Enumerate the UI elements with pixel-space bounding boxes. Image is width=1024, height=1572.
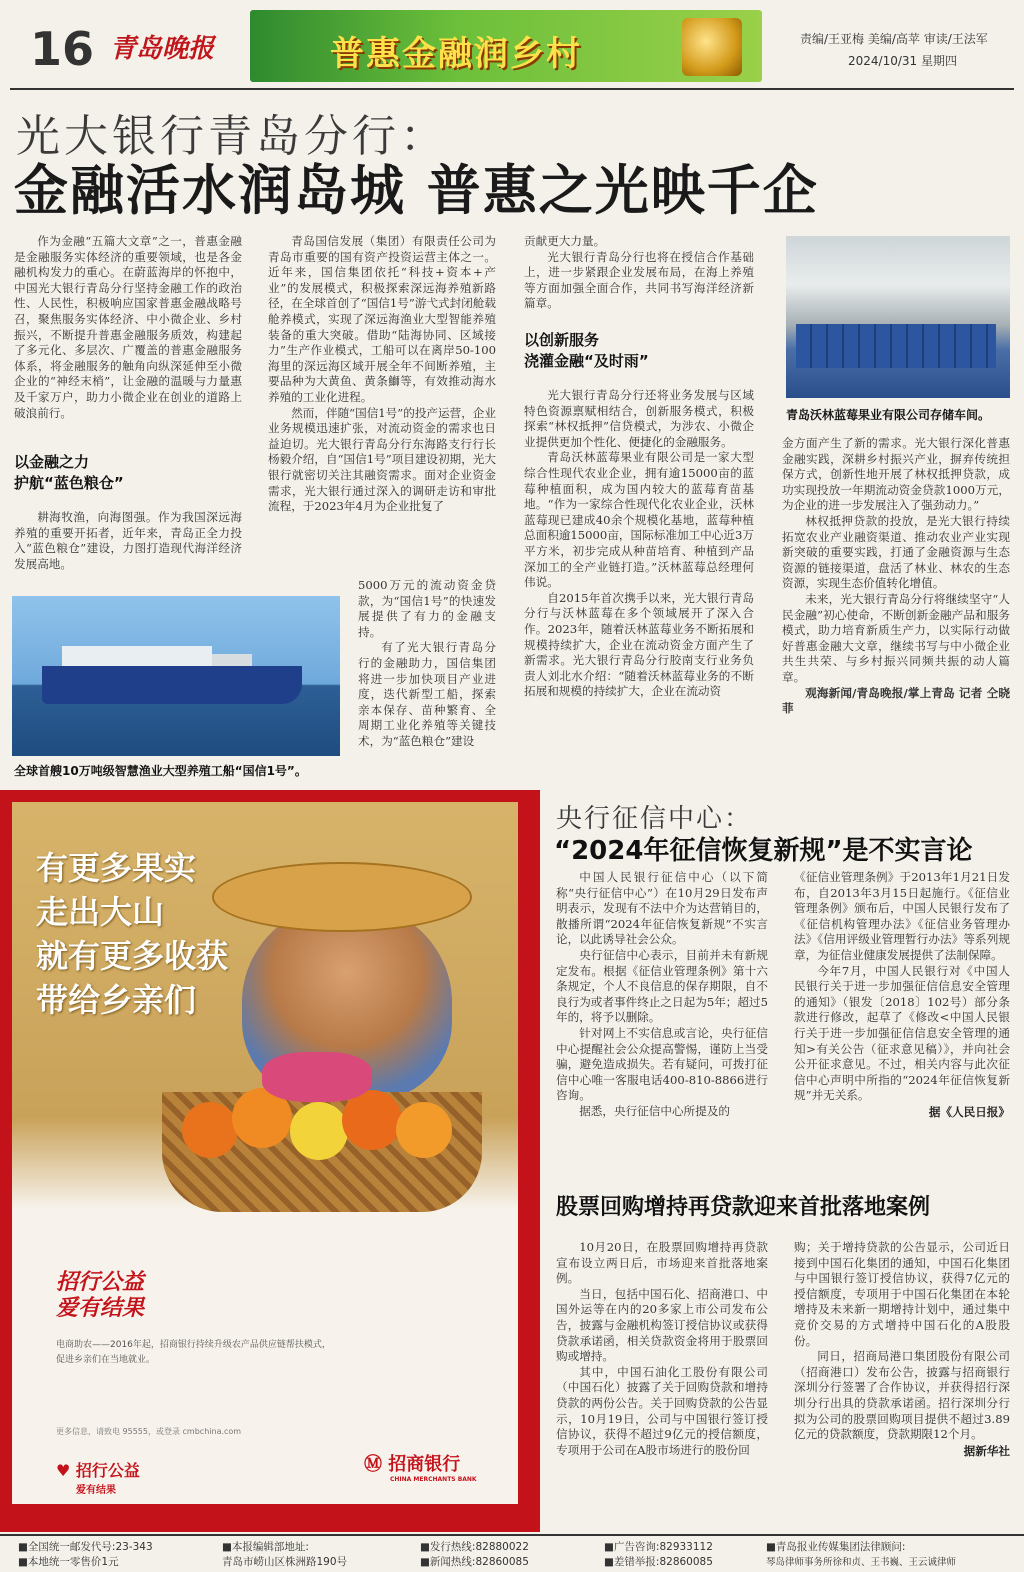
footer-hotlines xyxy=(420,1540,529,1570)
paragraph: 自2015年首次携手以来，光大银行青岛分行与沃林蓝莓在多个领域展开了深入合作。2023年，随着沃林蓝莓业务不断拓展和规模持续扩大，企业在流动资金方面产生了新需求。光大银行青岛分行胶南支行业务负责人刘北水介绍：“随着沃林蓝莓业务的不断拓展和规模的持续扩大，企业在流动资 xyxy=(524,590,754,699)
ship-photo xyxy=(12,596,340,756)
paragraph: 今年7月，中国人民银行对《中国人民银行关于进一步加强征信信息安全管理的通知》（银发〔2018〕102号）部分条款进行修改，起草了《修改<中国人民银行关于进一步加强征信信息安全管理的通知>有关公告（征求意见稿）》，并向社会公开征求意见。不过，相关内容与此次征信中心声明中所指的“2024年征信恢复新规”并无关系。 xyxy=(794,963,1010,1103)
paragraph: 中国人民银行征信中心（以下简称“央行征信中心”）在10月29日发布声明表示，发现有不法中介为达营销目的，散播所谓“2024年征信恢复新规”不实言论，以此诱导社会公众。 xyxy=(556,870,768,947)
ship-hull xyxy=(42,666,302,704)
footer-line: ■新闻热线:82860085 xyxy=(420,1556,529,1568)
ad-campaign-logo xyxy=(56,1270,144,1322)
footer-line: ■青岛报业传媒集团法律顾问: xyxy=(766,1541,906,1553)
ad-brand-left-text: 招行公益 xyxy=(75,1461,140,1480)
subhead-line: 以创新服务 xyxy=(524,331,600,349)
credits-date: 2024/10/31 星期四 xyxy=(848,54,957,68)
article1-column-2 xyxy=(268,234,496,515)
article1-column-3 xyxy=(524,234,754,312)
header-rule xyxy=(10,88,1014,90)
article2-column-2 xyxy=(794,870,1010,1120)
paragraph: 金方面产生了新的需求。光大银行深化普惠金融实践，深耕乡村振兴产业，摒弃传统担保方式，创新性地开展了林权抵押贷款，成功实现投放一年期流动资金贷款1000万元，为企业的进一步发展注入了强劲动力。” xyxy=(782,436,1010,513)
ad-slogan-line: 有更多果实 xyxy=(36,849,197,887)
paragraph: 有了光大银行青岛分行的金融助力，国信集团将进一步加快项目产业进度，迭代新型工船，探索亲本保存、苗种繁育、全周期工业化养殖等关键技术，为“蓝色粮仓”建设 xyxy=(358,640,496,748)
paragraph: 未来，光大银行青岛分行将继续坚守“人民金融”初心使命，不断创新金融产品和服务模式，助力培育新质生产力，以实际行动做好普惠金融大文章，继续书写与中小微企业共生共荣、与乡村振兴同频共振的动人篇章。 xyxy=(782,591,1010,684)
ad-slogan xyxy=(36,846,228,1022)
credits-editors: 责编/王亚梅 美编/高苹 审读/王法军 xyxy=(800,32,988,46)
footer-line: 青岛市崂山区株洲路190号 xyxy=(222,1556,348,1568)
paragraph: 然而，伴随“国信1号”的投产运营，企业业务规模迅速扩张，对流动资金的需求也日益迫切。光大银行青岛分行东海路支行行长杨毅介绍，自“国信1号”项目建设初期，光大银行就密切关注其融资需求。面对企业资金需求，光大银行通过深入的调研走访和审批流程，于2023年4月为企业批复了 xyxy=(268,405,496,514)
ad-body-text xyxy=(56,1338,436,1368)
paragraph: 青岛沃林蓝莓果业有限公司是一家大型综合性现代农业企业，拥有逾15000亩的蓝莓种植面积，成为国内较大的蓝莓育苗基地。“作为一家综合性现代化农业企业，沃林蓝莓现已建成40余个规模化基地，蓝莓种植总面积逾15000亩，国际标准加工中心近3万平方米，初步完成从种苗培育、种植到产品深加工的全产业链打造。”沃林蓝莓总经理何伟说。 xyxy=(524,450,754,590)
paragraph: 针对网上不实信息或言论，央行征信中心提醒社会公众提高警惕，谨防上当受骗，避免造成损失。若有疑问，可拨打征信中心唯一客服电话400-810-8866进行咨询。 xyxy=(556,1025,768,1103)
ad-brand-right-en: CHINA MERCHANTS BANK xyxy=(390,1476,477,1483)
article3-column-2 xyxy=(794,1240,1010,1459)
orange-fruit xyxy=(182,1102,238,1158)
ad-slogan-line: 就有更多收获 xyxy=(36,937,229,975)
ad-brand-right-text: 招商银行 xyxy=(388,1454,461,1475)
paragraph: 耕海牧渔，向海图强。作为我国深远海养殖的重要开拓者，近年来，青岛正全力投入“蓝色粮仓”建设，力图打造现代海洋经济发展高地。 xyxy=(14,510,242,571)
article1-column-2b xyxy=(358,578,496,750)
subhead-line: 以金融之力 xyxy=(14,453,90,471)
article1-column-1 xyxy=(14,234,242,421)
ad-contact: 更多信息，请致电 95555，或登录 cmbchina.com xyxy=(56,1427,242,1436)
straw-hat xyxy=(212,862,472,932)
subhead-line: 浇灌金融“及时雨” xyxy=(524,352,649,370)
paragraph: 《征信业管理条例》于2013年1月21日发布，自2013年3月15日起施行。《征信业管理条例》颁布后，中国人民银行发布了《征信机构管理办法》《征信业务管理办法》《信用评级业管理暂行办法》等系列规章，为征信业健康发展提供了法制保障。 xyxy=(794,870,1010,962)
ad-body-line: 电商助农——2016年起，招商银行持续升级农产品供应链帮扶模式， xyxy=(56,1340,331,1350)
paragraph: 据悉，央行征信中心所提及的 xyxy=(579,1103,730,1118)
paragraph: 光大银行青岛分行还将业务发展与区域特色资源禀赋相结合，创新服务模式，积极探索“林权抵押”信贷模式，为涉农、小微企业提供更加个性化、便捷化的金融服务。 xyxy=(524,388,754,449)
footer-line: ■广告咨询:82933112 xyxy=(604,1541,713,1553)
article1-column-3b xyxy=(524,388,754,700)
article3-source: 据新华社 xyxy=(963,1443,1010,1458)
section-banner xyxy=(250,10,762,82)
paragraph: 贡献更大力量。 xyxy=(524,234,606,248)
ship-photo-caption: 全球首艘10万吨级智慧渔业大型养殖工船“国信1号”。 xyxy=(14,764,307,778)
article3-headline: 股票回购增持再贷款迎来首批落地案例 xyxy=(556,1195,931,1220)
byline: 观海新闻/青岛晚报/掌上青岛 记者 仝晓菲 xyxy=(782,685,1010,716)
ad-brand-left xyxy=(56,1458,140,1496)
paragraph: 当日，包括中国石化、招商港口、中国外运等在内的20多家上市公司发布公告，披露与金融机构签订授信协议或获得贷款承诺函，相关贷款资金将用于股票回购或增持。 xyxy=(556,1286,768,1364)
ad-slogan-line: 走出大山 xyxy=(36,893,165,931)
ad-slogan-line: 带给乡亲们 xyxy=(36,981,197,1019)
footer-line: ■本报编辑部地址: xyxy=(222,1541,309,1553)
lemon-fruit xyxy=(290,1102,348,1160)
page-number: 16 xyxy=(30,22,95,76)
bank-logo-icon: Ⓜ xyxy=(364,1454,389,1475)
ship-superstructure xyxy=(62,646,212,668)
heart-icon: ♥ xyxy=(56,1461,76,1480)
footer-postal xyxy=(18,1540,153,1570)
paragraph: 5000万元的流动资金贷款，为“国信1号”的快速发展提供了有力的金融支持。 xyxy=(358,578,496,639)
paragraph: 光大银行青岛分行也将在授信合作基础上，进一步紧跟企业发展布局，在海上养殖等方面加强全面合作，共同书写海洋经济新篇章。 xyxy=(524,249,754,311)
footer-legal xyxy=(766,1540,1022,1570)
footer-address xyxy=(222,1540,347,1570)
advertisement[interactable] xyxy=(0,790,540,1532)
article1-subhead-1 xyxy=(14,452,244,494)
paragraph: 其中，中国石油化工股份有限公司（中国石化）披露了关于回购贷款和增持贷款的两份公告。关于回购贷款的公告显示，10月19日，公司与中国银行签订授信协议，获得不超过9亿元的授信额度，专项用于公司在A股市场进行的股份回 xyxy=(556,1364,768,1457)
paragraph: 青岛国信发展（集团）有限责任公司为青岛市重要的国有资产投资运营主体之一。近年来，国信集团依托“科技+资本+产业”的发展模式，积极探索深远海养殖新路径，在全球首创了“国信1号”游弋式封闭舱载舱养模式，实现了深远海渔业大型智能养殖装备的重大突破。借助“陆海协同、区域接力”生产作业模式，工船可以在离岸50-100海里的深远海区域开展全年不间断养殖，主要品种为大黄鱼、黄条鰤等，有效推动海水养殖的工业化进程。 xyxy=(268,234,496,404)
article2-column-1 xyxy=(556,870,768,1120)
footer-line: 琴岛律师事务所徐和贞、王书巍、王云诚律师 xyxy=(766,1557,957,1568)
article2-headline: “2024年征信恢复新规”是不实言论 xyxy=(554,836,973,866)
paragraph: 购；关于增持贷款的公告显示，公司近日接到中国石化集团的通知，中国石化集团与中国银行签订授信协议，获得7亿元的授信额度，专项用于中国石化集团在本轮增持及未来新一期增持计划中，通过集中竞价交易的方式增持中国石化的A股股份。 xyxy=(794,1240,1010,1348)
footer-line: ■本地统一零售价1元 xyxy=(18,1556,119,1568)
subhead-line: 护航“蓝色粮仓” xyxy=(14,474,124,492)
article2-source: 据《人民日报》 xyxy=(928,1104,1010,1119)
crate-stacks xyxy=(796,324,996,368)
banner-title: 普惠金融润乡村 xyxy=(330,34,582,74)
newspaper-name: 青岛晚报 xyxy=(110,34,215,64)
ad-brand-left-sub: 爱有结果 xyxy=(76,1485,116,1496)
footer-line: ■发行热线:82880022 xyxy=(420,1541,529,1553)
article1-subhead-2 xyxy=(524,330,756,372)
ad-brand-right xyxy=(364,1450,477,1483)
ad-body-line: 促进乡亲们在当地就业。 xyxy=(56,1355,156,1365)
footer-line: ■差错举报:82860085 xyxy=(604,1556,713,1568)
warehouse-photo xyxy=(786,236,1010,398)
paragraph: 央行征信中心表示，目前并未有新规定发布。根据《征信业管理条例》第十六条规定，个人不良信息的保存期限，自不良行为或者事件终止之日起为5年；超过5年的，将予以删除。 xyxy=(556,947,768,1025)
orange-fruit xyxy=(396,1102,452,1158)
article1-column-4 xyxy=(782,436,1010,717)
footer-ads xyxy=(604,1540,713,1570)
article2-kicker: 央行征信中心： xyxy=(556,804,753,834)
ad-logo-line: 爱有结果 xyxy=(56,1296,145,1321)
paragraph: 同日，招商局港口集团股份有限公司（招商港口）发布公告，披露与招商银行深圳分行签署了合作协议，并获得招行深圳分行出具的贷款承诺函。招行深圳分行拟为公司的股票回购项目提供不超过3.89亿元的贷款额度，贷款期限12个月。 xyxy=(794,1349,1010,1442)
credits xyxy=(800,28,1020,72)
article1-kicker: 光大银行青岛分行： xyxy=(16,111,448,162)
warehouse-photo-caption: 青岛沃林蓝莓果业有限公司存储车间。 xyxy=(786,408,991,422)
dragon-fruit xyxy=(262,1052,372,1102)
paragraph: 林权抵押贷款的投放，是光大银行持续拓宽农业产业融资渠道、推动农业产业实现新突破的重要实践，打通了金融资源与生态资源的链接渠道，盘活了林业、林农的生态资源，实现生态价值转化增值。 xyxy=(782,513,1010,591)
article1-column-1b xyxy=(14,510,242,572)
paragraph: 作为金融“五篇大文章”之一，普惠金融是金融服务实体经济的重要领域，也是各金融机构发力的重心。在蔚蓝海岸的怀抱中，中国光大银行青岛分行坚持金融工作的政治性、人民性，积极响应国家普惠金融战略号召，聚焦服务实体经济、中小微企业、乡村振兴，不断提升普惠金融服务质效，构建起了多元化、多层次、广覆盖的普惠金融服务体系，将金融服务的触角向纵深延伸至小微企业的“神经末梢”，让金融的温暖与力量惠及千家万户，助力小微企业在创业的道路上破浪前行。 xyxy=(14,234,242,420)
gold-coins-icon xyxy=(682,18,742,76)
paragraph: 10月20日，在股票回购增持再贷款宣布设立两日后，市场迎来首批落地案例。 xyxy=(556,1240,768,1286)
article3-column-1 xyxy=(556,1240,768,1458)
footer-line: ■全国统一邮发代号:23-343 xyxy=(18,1541,153,1553)
article1-headline: 金融活水润岛城 普惠之光映千企 xyxy=(14,159,819,222)
ad-panel xyxy=(12,802,518,1504)
ad-logo-line: 招行公益 xyxy=(56,1270,145,1295)
footer xyxy=(0,1534,1024,1572)
